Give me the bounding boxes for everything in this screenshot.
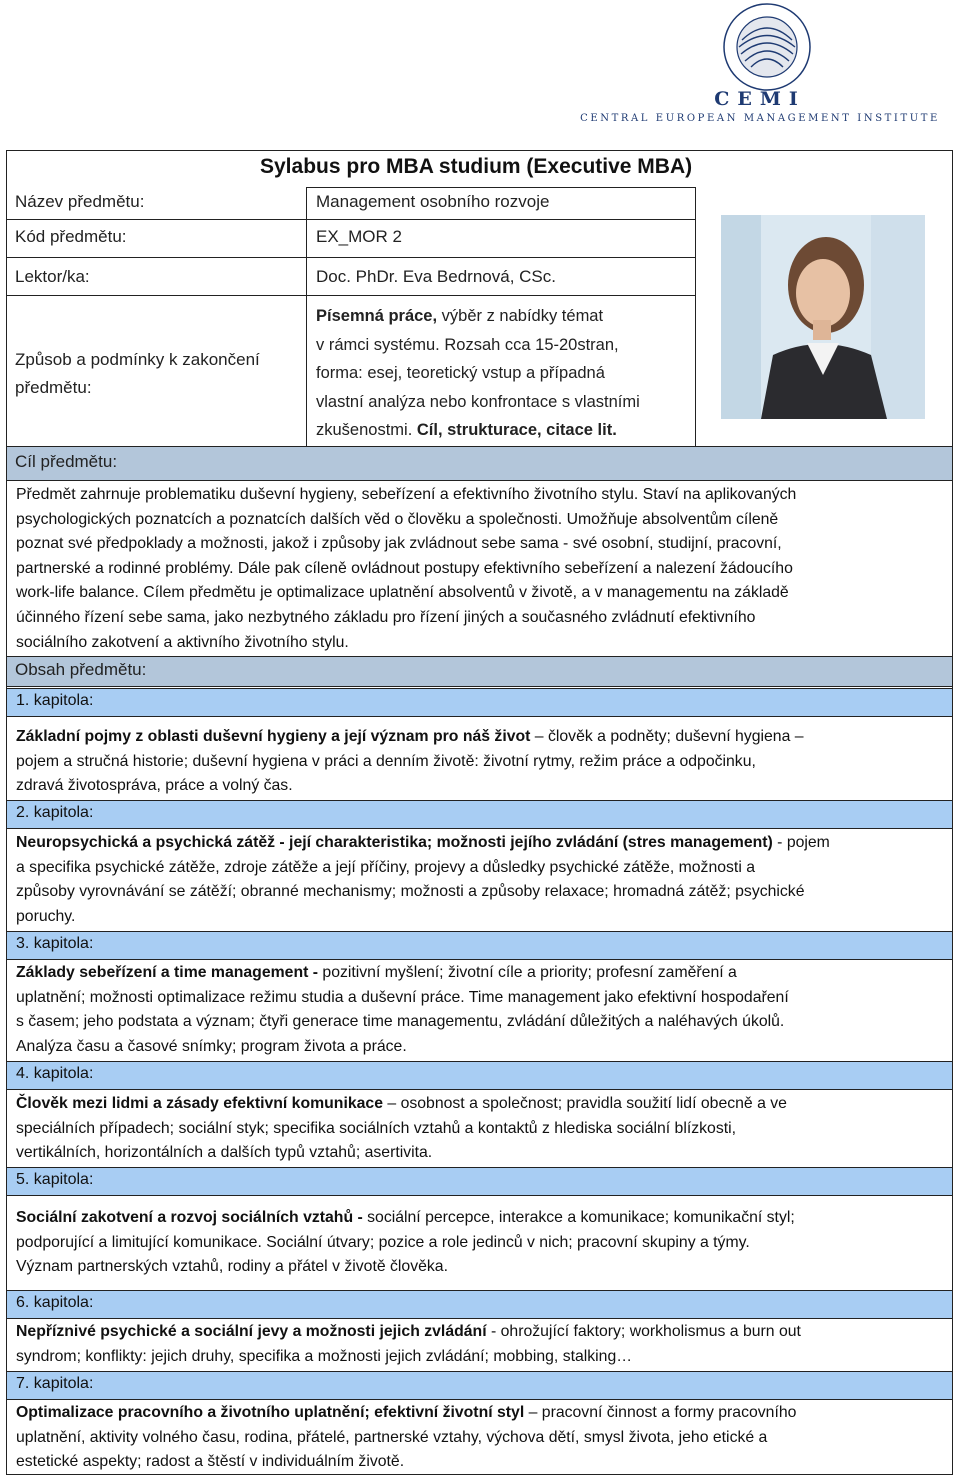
chapter-text [16,1206,948,1280]
goal-line: Předmět zahrnuje problematiku duševní hygieny, sebeřízení a efektivního životního stylu. Staví na aplikovaných [16,486,797,503]
completion-line: zkušenostmi. Cíl, strukturace, citace lit. [316,421,617,439]
chapter-band [7,931,952,959]
completion-line: vlastní analýza nebo konfrontace s vlastními [316,392,640,411]
chapter-line: estetické aspekty; radost a štěstí v individuálním životě. [16,1453,405,1471]
course-code-value: EX_MOR 2 [316,227,402,246]
chapter-label: 1. kapitola: [16,692,94,709]
chapter-line: Nepříznivé psychické a sociální jevy a možnosti jejich zvládání - ohrožující faktory; workholismus a burn out [16,1323,801,1340]
chapter-line: poruchy. [16,907,76,925]
chapter-line: s časem; jeho podstata a význam; čtyři generace time managementu, zvládání důležitých a naléhavých úkolů. [16,1013,785,1031]
completion-label-line-2: předmětu: [15,378,92,397]
goal-line: work-life balance. Cílem předmětu je optimalizace uplatnění absolventů v životě, a v managementu na základě [16,584,789,602]
completion-line: Písemná práce, výběr z nabídky témat [316,307,604,325]
chapter-line: Základy sebeřízení a time management - pozitivní myšlení; životní cíle a priority; profesní zaměření a [16,964,737,981]
chapter-label: 2. kapitola: [16,804,94,821]
chapter-text [16,961,948,1059]
goal-line: partnerské a rodinné problémy. Dále pak cíleně ovládnout postupy efektivního sebeřízení a nalezení žádoucího [16,559,793,577]
lecturer-label: Lektor/ka: [15,267,90,286]
chapter-label: 6. kapitola: [16,1294,94,1311]
chapter-band [7,1061,952,1089]
goal-line: sociálního zakotvení a aktivního životního stylu. [16,633,349,651]
chapter-label: 7. kapitola: [16,1375,94,1392]
businesswoman-photo [721,215,925,419]
chapter-band [7,800,952,828]
completion-label [15,346,260,402]
chapter-line: Neuropsychická a psychická zátěž - její charakteristika; možnosti jejího zvládání (stres management) - pojem [16,834,830,851]
goal-line: poznat své předpoklady a možnosti, jakož i způsoby jak zvládnout sebe sama - své osobní, studijní, pracovní, [16,535,782,553]
chapter-text [16,831,948,929]
chapter-band [7,1371,952,1399]
completion-label-line-1: Způsob a podmínky k zakončení [15,350,260,369]
chapter-line: Optimalizace pracovního a životního uplatnění; efektivní životní styl – pracovní činnost a formy pracovního [16,1404,797,1421]
chapter-text [16,1320,948,1369]
chapter-text [16,725,948,799]
chapter-line: Význam partnerských vztahů, rodiny a přátel v životě člověka. [16,1258,448,1276]
content-label: Obsah předmětu: [15,660,147,679]
chapter-label: 4. kapitola: [16,1065,94,1082]
completion-text [316,302,640,445]
chapter-line: speciálních případech; sociální styk; specifika sociálních vztahů a kontaktů z hlediska sociální blízkosti, [16,1119,737,1137]
goal-text [16,483,948,655]
page-title: Sylabus pro MBA studium (Executive MBA) [260,155,693,178]
cemi-logo [580,2,940,128]
chapter-label: 5. kapitola: [16,1171,94,1188]
completion-line: forma: esej, teoretický vstup a případná [316,364,605,382]
institute-name: CENTRAL EUROPEAN MANAGEMENT INSTITUTE [580,113,940,124]
chapter-line: podporující a limitující komunikace. Sociální útvary; pozice a role jedinců v nich; pracovní skupiny a týmy. [16,1233,750,1251]
chapter-band [7,688,952,716]
chapter-line: vertikálních, horizontálních a dalších typů vztahů; asertivita. [16,1144,433,1162]
chapter-line: Analýza času a časové snímky; program života a práce. [16,1037,407,1055]
chapter-line: zdravá životospráva, práce a volný čas. [16,777,293,795]
chapter-line: uplatnění; možnosti optimalizace režimu studia a duševní práce. Time management jako efektivní hospodaření [16,988,789,1006]
chapter-line: Sociální zakotvení a rozvoj sociálních vztahů - sociální percepce, interakce a komunikace; komunikační styl; [16,1209,795,1226]
chapter-line: Základní pojmy z oblasti duševní hygieny a její význam pro náš život – člověk a podněty; duševní hygiena – [16,728,804,745]
photo-illustration [721,215,925,419]
globe-seal-icon [722,2,812,92]
course-name-value: Management osobního rozvoje [316,192,550,211]
chapter-line: Člověk mezi lidmi a zásady efektivní komunikace – osobnost a společnost; pravidla soužití lidí obecně a ve [16,1095,787,1112]
chapter-text [16,1401,948,1475]
chapter-band [7,1290,952,1318]
chapter-band [7,1167,952,1195]
completion-line: v rámci systému. Rozsah cca 15-20stran, [316,335,619,354]
course-code-label: Kód předmětu: [15,227,127,246]
goal-line: psychologických poznatcích a poznatcích dalších věd o člověku a společnosti. Umožňuje absolventům cíleně [16,510,779,528]
chapter-text [16,1092,948,1166]
chapter-line: a specifika psychické zátěže, zdroje zátěže a její příčiny, projevy a důsledky psychické zátěže, možnosti a [16,858,755,876]
chapter-line: způsoby vyrovnávání se zátěží; obranné mechanismy; možnosti a způsoby relaxace; hromadná zátěž; psychické [16,883,805,901]
goal-line: účinného řízení sebe sama, jako nezbytného základu pro řízení jiných a současného zvládnutí efektivního [16,608,756,626]
course-name-label: Název předmětu: [15,192,145,211]
chapter-line: syndrom; konflikty: jejich druhy, specifika a možnosti jejich zvládání; mobbing, stalking… [16,1347,633,1365]
lecturer-value: Doc. PhDr. Eva Bedrnová, CSc. [316,267,556,286]
cemi-brand: CEMI [714,88,806,110]
chapter-label: 3. kapitola: [16,935,94,952]
chapter-line: uplatnění, aktivity volného času, rodina, přátelé, partnerské vztahy, výchova dětí, smysl života, jeho etické a [16,1428,768,1446]
chapter-line: pojem a stručná historie; duševní hygiena v práci a denním životě: životní rytmy, režim práce a odpočinku, [16,752,756,770]
goal-label: Cíl předmětu: [15,452,118,471]
